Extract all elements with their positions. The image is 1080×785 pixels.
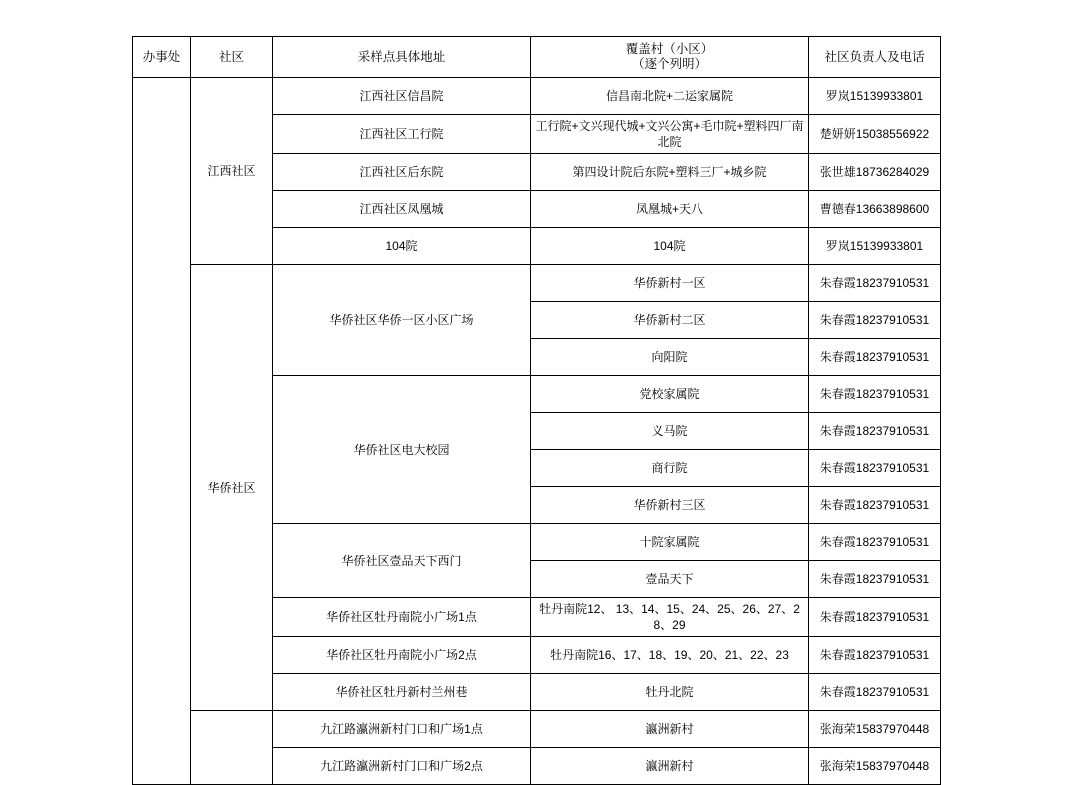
cell-coverage: 凤凰城+天八 (531, 191, 809, 228)
cell-contact: 朱春霞18237910531 (809, 376, 941, 413)
cell-address: 九江路瀛洲新村门口和广场1点 (273, 711, 531, 748)
cell-contact: 朱春霞18237910531 (809, 487, 941, 524)
cell-contact: 朱春霞18237910531 (809, 302, 941, 339)
cell-contact: 楚妍妍15038556922 (809, 115, 941, 154)
header-contact: 社区负责人及电话 (809, 37, 941, 78)
cell-contact: 朱春霞18237910531 (809, 339, 941, 376)
cell-address: 华侨社区壹品天下西门 (273, 524, 531, 598)
cell-coverage: 牡丹南院16、17、18、19、20、21、22、23 (531, 637, 809, 674)
cell-coverage: 瀛洲新村 (531, 748, 809, 785)
cell-address: 华侨社区电大校园 (273, 376, 531, 524)
cell-contact: 张海荣15837970448 (809, 711, 941, 748)
cell-address: 华侨社区牡丹新村兰州巷 (273, 674, 531, 711)
header-address: 采样点具体地址 (273, 37, 531, 78)
table-row (133, 711, 941, 748)
cell-address: 华侨社区牡丹南院小广场2点 (273, 637, 531, 674)
cell-address: 江西社区工行院 (273, 115, 531, 154)
cell-contact: 朱春霞18237910531 (809, 413, 941, 450)
cell-address: 江西社区信昌院 (273, 78, 531, 115)
sampling-points-table (132, 36, 941, 785)
cell-contact: 朱春霞18237910531 (809, 637, 941, 674)
header-office: 办事处 (133, 37, 191, 78)
table-row (133, 78, 941, 115)
cell-coverage: 信昌南北院+二运家属院 (531, 78, 809, 115)
cell-coverage: 华侨新村二区 (531, 302, 809, 339)
cell-contact: 张海荣15837970448 (809, 748, 941, 785)
cell-address: 江西社区凤凰城 (273, 191, 531, 228)
cell-community: 江西社区 (191, 78, 273, 265)
cell-coverage: 华侨新村一区 (531, 265, 809, 302)
header-coverage-line1: 覆盖村（小区） (625, 42, 714, 56)
cell-contact: 张世雄18736284029 (809, 154, 941, 191)
cell-coverage: 十院家属院 (531, 524, 809, 561)
cell-contact: 朱春霞18237910531 (809, 265, 941, 302)
cell-coverage: 华侨新村三区 (531, 487, 809, 524)
cell-contact: 朱春霞18237910531 (809, 674, 941, 711)
cell-contact: 朱春霞18237910531 (809, 561, 941, 598)
cell-address: 104院 (273, 228, 531, 265)
table-header (133, 37, 941, 78)
cell-coverage: 104院 (531, 228, 809, 265)
header-coverage-line2: （逐个列明） (631, 57, 707, 71)
table-body (133, 78, 941, 785)
cell-contact: 曹德春13663898600 (809, 191, 941, 228)
cell-community: 华侨社区 (191, 265, 273, 711)
cell-address: 华侨社区华侨一区小区广场 (273, 265, 531, 376)
cell-office (133, 78, 191, 785)
cell-coverage: 义马院 (531, 413, 809, 450)
header-community: 社区 (191, 37, 273, 78)
cell-coverage: 牡丹北院 (531, 674, 809, 711)
cell-coverage: 向阳院 (531, 339, 809, 376)
cell-contact: 罗岚15139933801 (809, 228, 941, 265)
cell-coverage: 壹品天下 (531, 561, 809, 598)
table-header-row (133, 37, 941, 78)
header-coverage (531, 37, 809, 78)
cell-address: 九江路瀛洲新村门口和广场2点 (273, 748, 531, 785)
cell-contact: 朱春霞18237910531 (809, 524, 941, 561)
cell-coverage: 第四设计院后东院+塑料三厂+城乡院 (531, 154, 809, 191)
table-row (133, 265, 941, 302)
cell-contact: 罗岚15139933801 (809, 78, 941, 115)
cell-coverage: 牡丹南院12、 13、14、15、24、25、26、27、28、29 (531, 598, 809, 637)
cell-address: 华侨社区牡丹南院小广场1点 (273, 598, 531, 637)
cell-contact: 朱春霞18237910531 (809, 450, 941, 487)
cell-address: 江西社区后东院 (273, 154, 531, 191)
cell-coverage: 工行院+文兴现代城+文兴公寓+毛巾院+塑料四厂南北院 (531, 115, 809, 154)
cell-coverage: 党校家属院 (531, 376, 809, 413)
cell-community (191, 711, 273, 785)
cell-coverage: 商行院 (531, 450, 809, 487)
cell-coverage: 瀛洲新村 (531, 711, 809, 748)
cell-contact: 朱春霞18237910531 (809, 598, 941, 637)
